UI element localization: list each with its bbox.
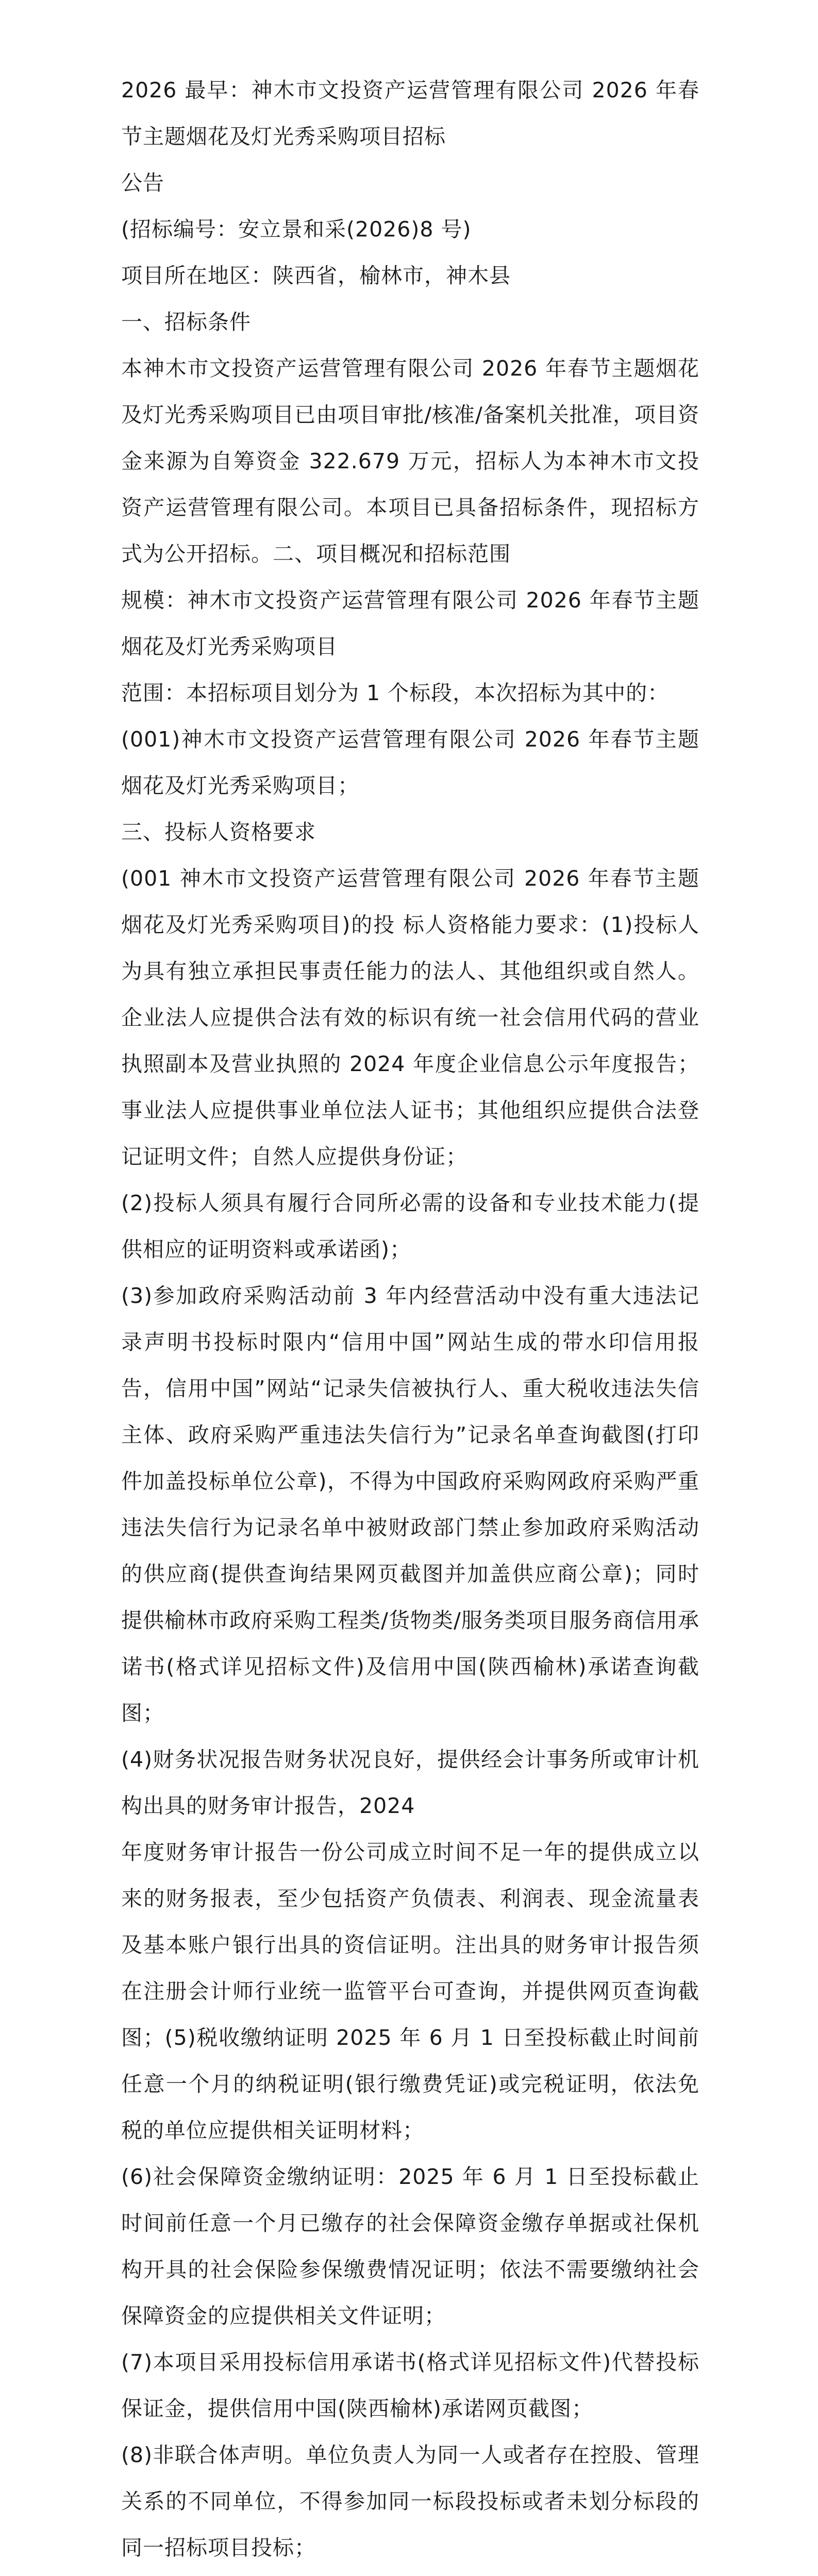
section-2-lot: (001)神木市文投资产运营管理有限公司 2026 年春节主题烟花及灯光秀采购项目； <box>121 727 699 798</box>
notice-label: 公告 <box>121 171 164 195</box>
project-location: 项目所在地区：陕西省，榆林市，神木县 <box>121 263 511 288</box>
section-1-heading: 一、招标条件 <box>121 310 251 334</box>
section-3-item-3: (3)参加政府采购活动前 3 年内经营活动中没有重大违法记录声明书投标时限内“信用中国”网站生成的带水印信用报告，信用中国”网站“记录失信被执行人、重大税收违法失信主体、政府采购严重违法失信行为”记录名单查询截图(打印件加盖投标单位公章)，不得为中国政府采购网政府采购严重违法失信行为记录名单中被财政部门禁止参加政府采购活动的供应商(提供查询结果网页截图并加盖供应商公章)；同时提供榆林市政府采购工程类/货物类/服务类项目服务商信用承诺书(格式详见招标文件)及信用中国(陕西榆林)承诺查询截图； <box>121 1283 699 1725</box>
section-3-item-2: (2)投标人须具有履行合同所必需的设备和专业技术能力(提供相应的证明资料或承诺函)； <box>121 1191 699 1262</box>
section-1-body: 本神木市文投资产运营管理有限公司 2026 年春节主题烟花及灯光秀采购项目已由项目审批/核准/备案机关批准，项目资金来源为自筹资金 322.679 万元，招标人为本神木市文投资产运营管理有限公司。本项目已具备招标条件，现招标方式为公开招标。二、项目概况和招标范围 <box>121 356 699 566</box>
bid-number: (招标编号：安立景和采(2026)8 号) <box>121 217 472 242</box>
section-3-item-1: (001 神木市文投资产运营管理有限公司 2026 年春节主题烟花及灯光秀采购项目)的投 标人资格能力要求：(1)投标人为具有独立承担民事责任能力的法人、其他组织或自然人。企业法人应提供合法有效的标识有统一社会信用代码的营业执照副本及营业执照的 2024 年度企业信息公示年度报告；事业法人应提供事业单位法人证书；其他组织应提供合法登记证明文件；自然人应提供身份证； <box>121 866 699 1169</box>
section-3-item-6: (6)社会保障资金缴纳证明：2025 年 6 月 1 日至投标截止时间前任意一个月已缴存的社会保障资金缴存单据或社保机构开具的社会保险参保缴费情况证明；依法不需要缴纳社会保障资金的应提供相关文件证明； <box>121 2164 699 2328</box>
section-2-scale: 规模：神木市文投资产运营管理有限公司 2026 年春节主题烟花及灯光秀采购项目 <box>121 588 699 659</box>
section-3-heading: 三、投标人资格要求 <box>121 820 316 844</box>
section-3-item-4: (4)财务状况报告财务状况良好，提供经会计事务所或审计机构出具的财务审计报告，2024 <box>121 1747 699 1818</box>
section-3-item-8: (8)非联合体声明。单位负责人为同一人或者存在控股、管理关系的不同单位，不得参加同一标段投标或者未划分标段的同一招标项目投标； <box>121 2443 699 2560</box>
document-title: 2026 最早：神木市文投资产运营管理有限公司 2026 年春节主题烟花及灯光秀采购项目招标 <box>121 78 699 149</box>
section-3-item-9 <box>121 2571 699 2576</box>
section-2-scope: 范围：本招标项目划分为 1 个标段，本次招标为其中的： <box>121 681 670 705</box>
section-3-item-4-continued: 年度财务审计报告一份公司成立时间不足一年的提供成立以来的财务报表，至少包括资产负债表、利润表、现金流量表及基本账户银行出具的资信证明。注出具的财务审计报告须在注册会计师行业统一监管平台可查询，并提供网页查询截图；(5)税收缴纳证明 2025 年 6 月 1 日至投标截止时间前任意一个月的纳税证明(银行缴费凭证)或完税证明，依法免税的单位应提供相关证明材料； <box>121 1840 699 2143</box>
section-3-item-7: (7)本项目采用投标信用承诺书(格式详见招标文件)代替投标保证金，提供信用中国(陕西榆林)承诺网页截图； <box>121 2350 699 2421</box>
